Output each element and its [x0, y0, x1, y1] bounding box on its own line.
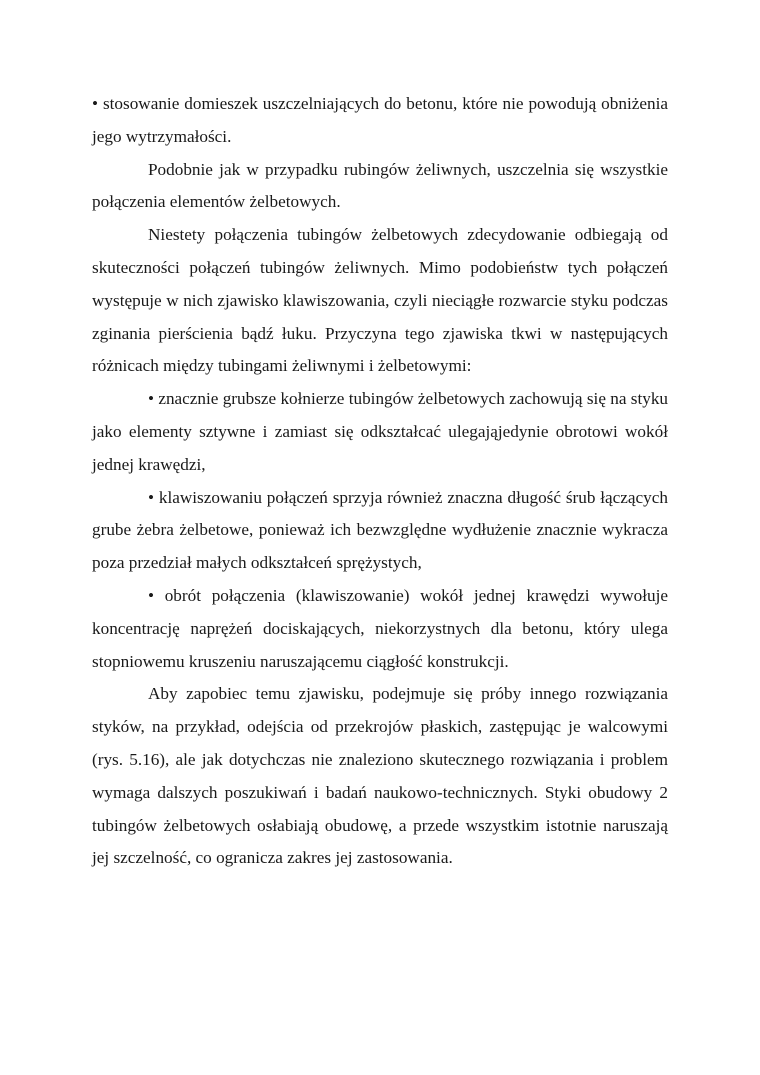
paragraph-bullet-flanges: • znacznie grubsze kołnierze tubingów żelbetowych zachowują się na styku jako elementy sztywne i zamiast się odkształcać ulegająjedynie obrotowi wokół jednej krawędzi,	[92, 389, 669, 474]
paragraph-keying-phenomenon: Niestety połączenia tubingów żelbetowych zdecydowanie odbiegają od skuteczności połączeń tubingów żeliwnych. Mimo podobieństw tych połączeń występuje w nich zjawisko klawiszowania, czyli nieciągłe rozwarcie styku podczas zginania pierścienia bądź łuku. Przyczyna tego zjawiska tkwi w następujących różnicach między tubingami żeliwnymi i żelbetowymi:	[92, 225, 668, 376]
paragraph-bullet-rotation: • obrót połączenia (klawiszowanie) wokół jednej krawędzi wywołuje koncentrację naprężeń dociskających, niekorzystnych dla betonu, który ulega stopniowemu kruszeniu naruszającemu ciągłość konstrukcji.	[92, 585, 668, 671]
body-text	[92, 88, 668, 875]
paragraph-bullet-bolts: • klawiszowaniu połączeń sprzyja również znaczna długość śrub łączących grube żebra żelbetowe, ponieważ ich bezwzględne wydłużenie znacznie wykracza poza przedział małych odkształceń sprężystych,	[92, 487, 668, 573]
paragraph-prevention: Aby zapobiec temu zjawisku, podejmuje się próby innego rozwiązania styków, na przykład, odejścia od przekrojów płaskich, zastępując je walcowymi (rys. 5.16), ale jak dotychczas nie znaleziono skutecznego rozwiązania i problem wymaga dalszych poszukiwań i badań naukowo-technicznych. Styki obudowy 2 tubingów żelbetowych osłabiają obudowę, a przede wszystkim istotnie naruszają jej szczelność, co ogranicza zakres jej zastosowania.	[92, 684, 668, 868]
paragraph-bullet-admixtures: • stosowanie domieszek uszczelniających do betonu, które nie powodują obniżenia jego wytrzymałości.	[92, 94, 668, 146]
paragraph-sealing: Podobnie jak w przypadku rubingów żeliwnych, uszczelnia się wszystkie połączenia elementów żelbetowych.	[92, 159, 668, 212]
